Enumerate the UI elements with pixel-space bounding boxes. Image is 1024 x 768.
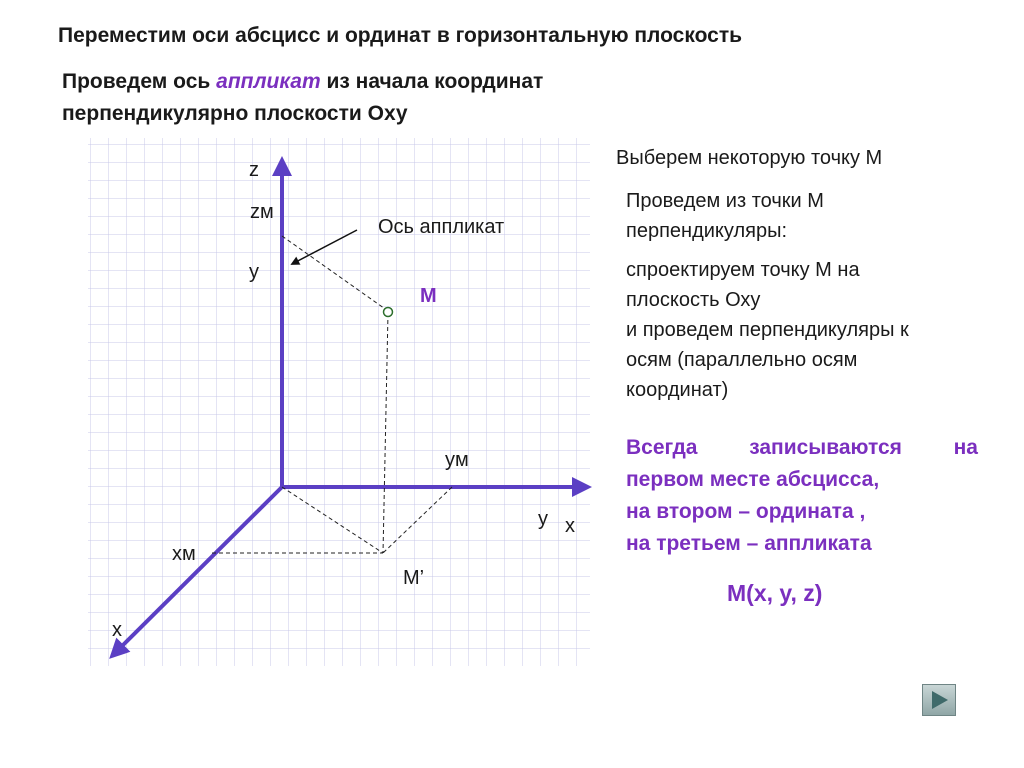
play-arrow-icon bbox=[923, 685, 955, 715]
slide-title: Переместим оси абсцисс и ординат в горизонтальную плоскость bbox=[58, 24, 743, 47]
rule-line-2: первом месте абсцисса, bbox=[626, 468, 880, 491]
label-Mprime: M’ bbox=[403, 567, 425, 589]
note-choose-point: Выберем некоторую точку М bbox=[616, 147, 883, 169]
label-axis-caption: Ось аппликат bbox=[378, 216, 505, 238]
rule-line-1: Всегда записываются на bbox=[626, 436, 978, 459]
label-z: z bbox=[249, 159, 259, 181]
label-x-right: x bbox=[565, 515, 575, 537]
rule-line-3: на втором – ордината , bbox=[626, 500, 866, 523]
note-draw-perpendiculars: Проведем из точки М перпендикуляры: bbox=[626, 190, 824, 242]
rule-line-4: на третьем – аппликата bbox=[626, 532, 872, 555]
point-M bbox=[384, 308, 393, 317]
subtitle-line-2: перпендикулярно плоскости Оху bbox=[62, 102, 408, 125]
subtitle-line-1: Проведем ось аппликат из начала координат bbox=[62, 70, 544, 93]
subtitle-accent: аппликат bbox=[216, 70, 321, 93]
label-y-right: y bbox=[538, 508, 548, 530]
label-y-top: y bbox=[249, 261, 259, 283]
next-slide-button[interactable] bbox=[922, 684, 956, 716]
point-formula: M(x, y, z) bbox=[727, 580, 823, 606]
label-x-bottom: x bbox=[112, 619, 122, 641]
label-M: M bbox=[420, 285, 437, 307]
coordinate-order-rule bbox=[626, 432, 978, 560]
label-ym: yм bbox=[445, 449, 469, 471]
label-xm: xм bbox=[172, 543, 196, 565]
grid-paper bbox=[88, 138, 590, 666]
note-project-point: спроектируем точку М на плоскость Оху и проведем перпендикуляры к осям (параллельно осям координат) bbox=[626, 259, 909, 401]
label-zm: zм bbox=[250, 201, 274, 223]
